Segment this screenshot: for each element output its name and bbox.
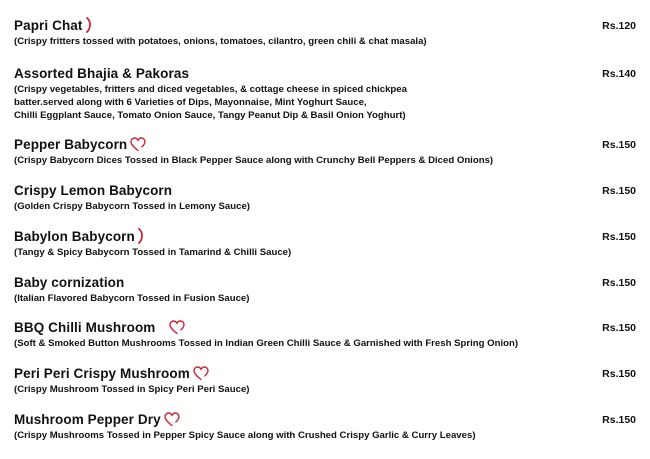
item-price: Rs.150 xyxy=(602,231,636,243)
heart-icon xyxy=(193,366,209,381)
item-name: BBQ Chilli Mushroom xyxy=(14,320,156,335)
menu-item-babylon-babycorn xyxy=(14,228,638,259)
half-heart-icon xyxy=(86,17,92,33)
menu-item-mushroom-pepper-dry xyxy=(14,411,638,442)
item-description: (Crispy Babycorn Dices Tossed in Black Pepper Sauce along with Crunchy Bell Peppers & Diced Onions) xyxy=(14,155,494,166)
item-description: (Soft & Smoked Button Mushrooms Tossed in Indian Green Chilli Sauce & Garnished with Fresh Spring Onion) xyxy=(14,338,519,349)
menu-item-pepper-babycorn xyxy=(14,136,638,167)
item-description: (Tangy & Spicy Babycorn Tossed in Tamarind & Chilli Sauce) xyxy=(14,247,292,258)
item-price: Rs.150 xyxy=(602,322,636,334)
item-description: (Crispy Mushroom Tossed in Spicy Peri Peri Sauce) xyxy=(14,384,250,395)
menu-item-baby-cornization xyxy=(14,274,638,305)
menu-item-papri-chat xyxy=(14,17,638,48)
menu-item-bbq-chilli-mushroom xyxy=(14,319,638,350)
item-price: Rs.150 xyxy=(602,414,636,426)
item-name: Babylon Babycorn xyxy=(14,229,135,244)
item-name: Assorted Bhajia & Pakoras xyxy=(14,66,190,81)
item-description: (Italian Flavored Babycorn Tossed in Fusion Sauce) xyxy=(14,293,250,304)
heart-icon xyxy=(130,137,146,152)
item-description: (Golden Crispy Babycorn Tossed in Lemony Sauce) xyxy=(14,201,250,212)
item-name: Baby cornization xyxy=(14,275,125,290)
item-name: Pepper Babycorn xyxy=(14,137,128,152)
item-description: (Crispy Mushrooms Tossed in Pepper Spicy Sauce along with Crushed Crispy Garlic & Curry Leaves) xyxy=(14,430,476,441)
item-description-line: batter.served along with 6 Varieties of Dips, Mayonnaise, Mint Yoghurt Sauce, xyxy=(14,97,367,108)
heart-icon xyxy=(164,412,180,427)
item-price: Rs.140 xyxy=(602,68,636,80)
item-price: Rs.150 xyxy=(602,185,636,197)
item-name: Papri Chat xyxy=(14,18,83,33)
menu-item-crispy-lemon-babycorn xyxy=(14,182,638,213)
item-name: Crispy Lemon Babycorn xyxy=(14,183,173,198)
item-price: Rs.150 xyxy=(602,368,636,380)
item-price: Rs.150 xyxy=(602,277,636,289)
item-name: Mushroom Pepper Dry xyxy=(14,412,161,427)
heart-icon xyxy=(169,320,185,335)
item-name: Peri Peri Crispy Mushroom xyxy=(14,366,190,381)
item-price: Rs.150 xyxy=(602,139,636,151)
item-description-line: (Crispy vegetables, fritters and diced vegetables, & cottage cheese in spiced chickpea xyxy=(14,84,407,95)
menu-item-assorted-bhajia-pakoras xyxy=(14,65,638,122)
item-description: (Crispy fritters tossed with potatoes, onions, tomatoes, cilantro, green chili & chat masala) xyxy=(14,36,427,47)
item-price: Rs.120 xyxy=(602,20,636,32)
item-description-line: Chilli Eggplant Sauce, Tomato Onion Sauce, Tangy Peanut Dip & Basil Onion Yoghurt) xyxy=(14,110,406,121)
menu-item-peri-peri-crispy-mushroom xyxy=(14,365,638,396)
half-heart-icon xyxy=(138,228,144,244)
